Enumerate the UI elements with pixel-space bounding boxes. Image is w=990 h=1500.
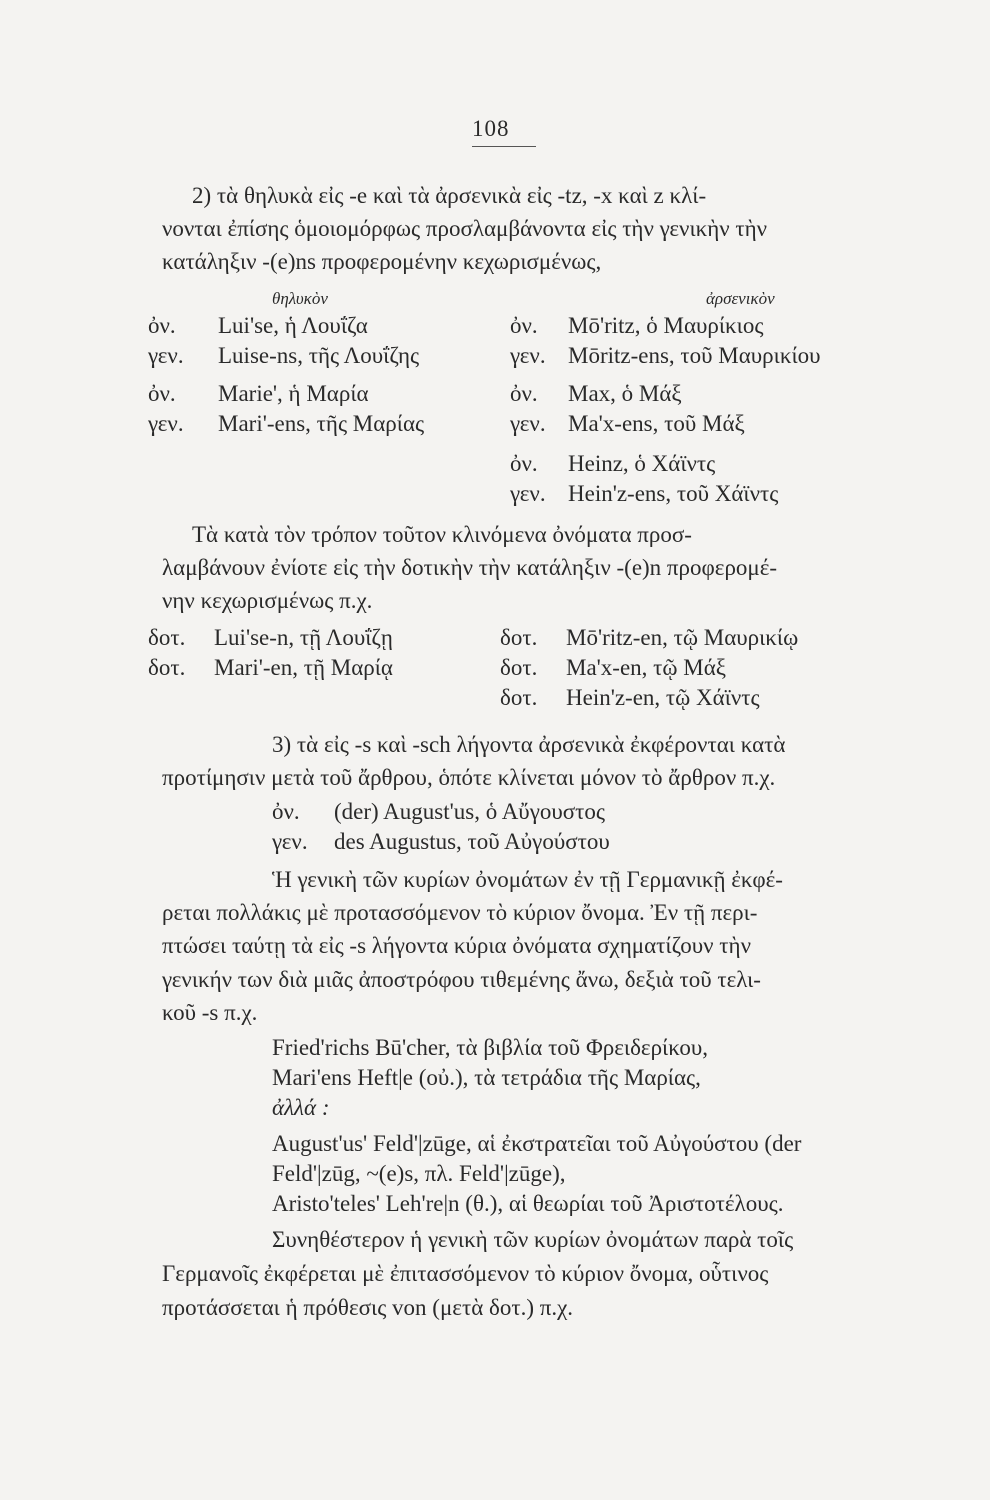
t1-left-form-1: Lui'se, ἡ Λουΐζα	[218, 313, 368, 338]
t2-left-case-1: δοτ.	[148, 625, 186, 650]
example-a-2: Mari'ens Heft|e (οὐ.), τὰ τετράδια τῆς Μαρίας,	[272, 1065, 701, 1090]
s3-example-case-1: ὀν.	[272, 799, 300, 824]
t1-left-form-3: Marie', ἡ Μαρία	[218, 381, 369, 406]
t1-right-case-4: γεν.	[510, 411, 546, 436]
t1-right-form-3: Max, ὁ Μάξ	[568, 381, 682, 406]
t1-left-form-2: Luise-ns, τῆς Λουΐζης	[218, 343, 420, 368]
section2-line-1: 2) τὰ θηλυκὰ εἰς -e καὶ τὰ ἀρσενικὰ εἰς -tz, -x καὶ z κλί-	[192, 183, 707, 208]
section2-line-3: κατάληξιν -(e)ns προφερομένην κεχωρισμένως,	[162, 249, 602, 274]
header-feminine: θηλυκὸν	[272, 289, 328, 308]
t1-right-form-5: Heinz, ὁ Χάϊντς	[568, 451, 716, 476]
page-number: 108	[472, 116, 510, 141]
t1-left-case-4: γεν.	[148, 411, 184, 436]
t1-left-case-3: ὀν.	[148, 381, 176, 406]
page-number-rule	[472, 146, 536, 147]
t1-right-form-6: Hein'z-ens, τοῦ Χάϊντς	[568, 481, 779, 506]
t2-left-form-2: Mari'-en, τῇ Μαρίᾳ	[214, 655, 393, 680]
t2-right-form-1: Mō'ritz-en, τῷ Μαυρικίῳ	[566, 625, 799, 650]
t2-right-form-3: Hein'z-en, τῷ Χάϊντς	[566, 685, 760, 710]
genitive-line-5: κοῦ -s π.χ.	[162, 1000, 258, 1025]
header-masculine: ἀρσενικὸν	[706, 289, 775, 308]
t2-right-form-2: Ma'x-en, τῷ Μάξ	[566, 655, 727, 680]
t2-right-case-1: δοτ.	[500, 625, 538, 650]
t2-left-form-1: Lui'se-n, τῇ Λουΐζῃ	[214, 625, 393, 650]
s3-example-case-2: γεν.	[272, 829, 308, 854]
section3-line-2: προτίμησιν μετὰ τοῦ ἄρθρου, ὁπότε κλίνεται μόνον τὸ ἄρθρον π.χ.	[162, 765, 776, 790]
s3-example-form-2: des Augustus, τοῦ Αὐγούστου	[334, 829, 610, 854]
genitive-line-2: ρεται πολλάκις μὲ προτασσόμενον τὸ κύριον ὄνομα. Ἐν τῇ περι-	[162, 900, 758, 925]
genitive-line-1: Ἡ γενικὴ τῶν κυρίων ὀνομάτων ἐν τῇ Γερμανικῇ ἐκφέ-	[272, 867, 783, 892]
t1-right-form-2: Mōritz-ens, τοῦ Μαυρικίου	[568, 343, 821, 368]
example-b-3: Aristo'teles' Leh're|n (θ.), αἱ θεωρίαι τοῦ Ἀριστοτέλους.	[272, 1191, 784, 1216]
dative-line-2: λαμβάνουν ἐνίοτε εἰς τὴν δοτικὴν τὴν κατάληξιν -(e)n προφερομέ-	[162, 555, 778, 580]
t1-right-case-3: ὀν.	[510, 381, 538, 406]
t1-left-case-1: ὀν.	[148, 313, 176, 338]
final-line-1: Συνηθέστερον ἡ γενικὴ τῶν κυρίων ὀνομάτων παρὰ τοῖς	[272, 1227, 794, 1252]
t1-left-form-4: Mari'-ens, τῆς Μαρίας	[218, 411, 425, 436]
t1-right-case-1: ὀν.	[510, 313, 538, 338]
section3-line-1: 3) τὰ εἰς -s καὶ -sch λήγοντα ἀρσενικὰ ἐκφέρονται κατὰ	[272, 732, 786, 757]
s3-example-form-1: (der) August'us, ὁ Αὔγουστος	[334, 799, 605, 824]
t1-right-form-4: Ma'x-ens, τοῦ Μάξ	[568, 411, 745, 436]
final-line-3: προτάσσεται ἡ πρόθεσις von (μετὰ δοτ.) π.χ.	[162, 1295, 574, 1320]
t1-right-case-5: ὀν.	[510, 451, 538, 476]
t1-right-form-1: Mō'ritz, ὁ Μαυρίκιος	[568, 313, 764, 338]
dative-line-3: νην κεχωρισμένως π.χ.	[162, 588, 373, 613]
example-b-1: August'us' Feld'|zūge, αἱ ἐκστρατεῖαι τοῦ Αὐγούστου (der	[272, 1131, 802, 1156]
t2-right-case-3: δοτ.	[500, 685, 538, 710]
example-but: ἀλλά :	[272, 1095, 330, 1120]
final-line-2: Γερμανοῖς ἐκφέρεται μὲ ἐπιτασσόμενον τὸ κύριον ὄνομα, οὗτινος	[162, 1261, 769, 1286]
section2-line-2: νονται ἐπίσης ὁμοιομόρφως προσλαμβάνοντα εἰς τὴν γενικὴν τὴν	[162, 216, 768, 241]
t2-left-case-2: δοτ.	[148, 655, 186, 680]
t1-right-case-6: γεν.	[510, 481, 546, 506]
example-a-1: Fried'richs Bū'cher, τὰ βιβλία τοῦ Φρειδερίκου,	[272, 1035, 708, 1060]
t2-right-case-2: δοτ.	[500, 655, 538, 680]
genitive-line-3: πτώσει ταύτῃ τὰ εἰς -s λήγοντα κύρια ὀνόματα σχηματίζουν τὴν	[162, 933, 751, 958]
genitive-line-4: γενικήν των διὰ μιᾶς ἀποστρόφου τιθεμένης ἄνω, δεξιὰ τοῦ τελι-	[162, 967, 761, 992]
t1-left-case-2: γεν.	[148, 343, 184, 368]
example-b-2: Feld'|zūg, ~(e)s, πλ. Feld'|zūge),	[272, 1161, 566, 1186]
t1-right-case-2: γεν.	[510, 343, 546, 368]
dative-line-1: Τὰ κατὰ τὸν τρόπον τοῦτον κλινόμενα ὀνόματα προσ-	[192, 522, 692, 547]
